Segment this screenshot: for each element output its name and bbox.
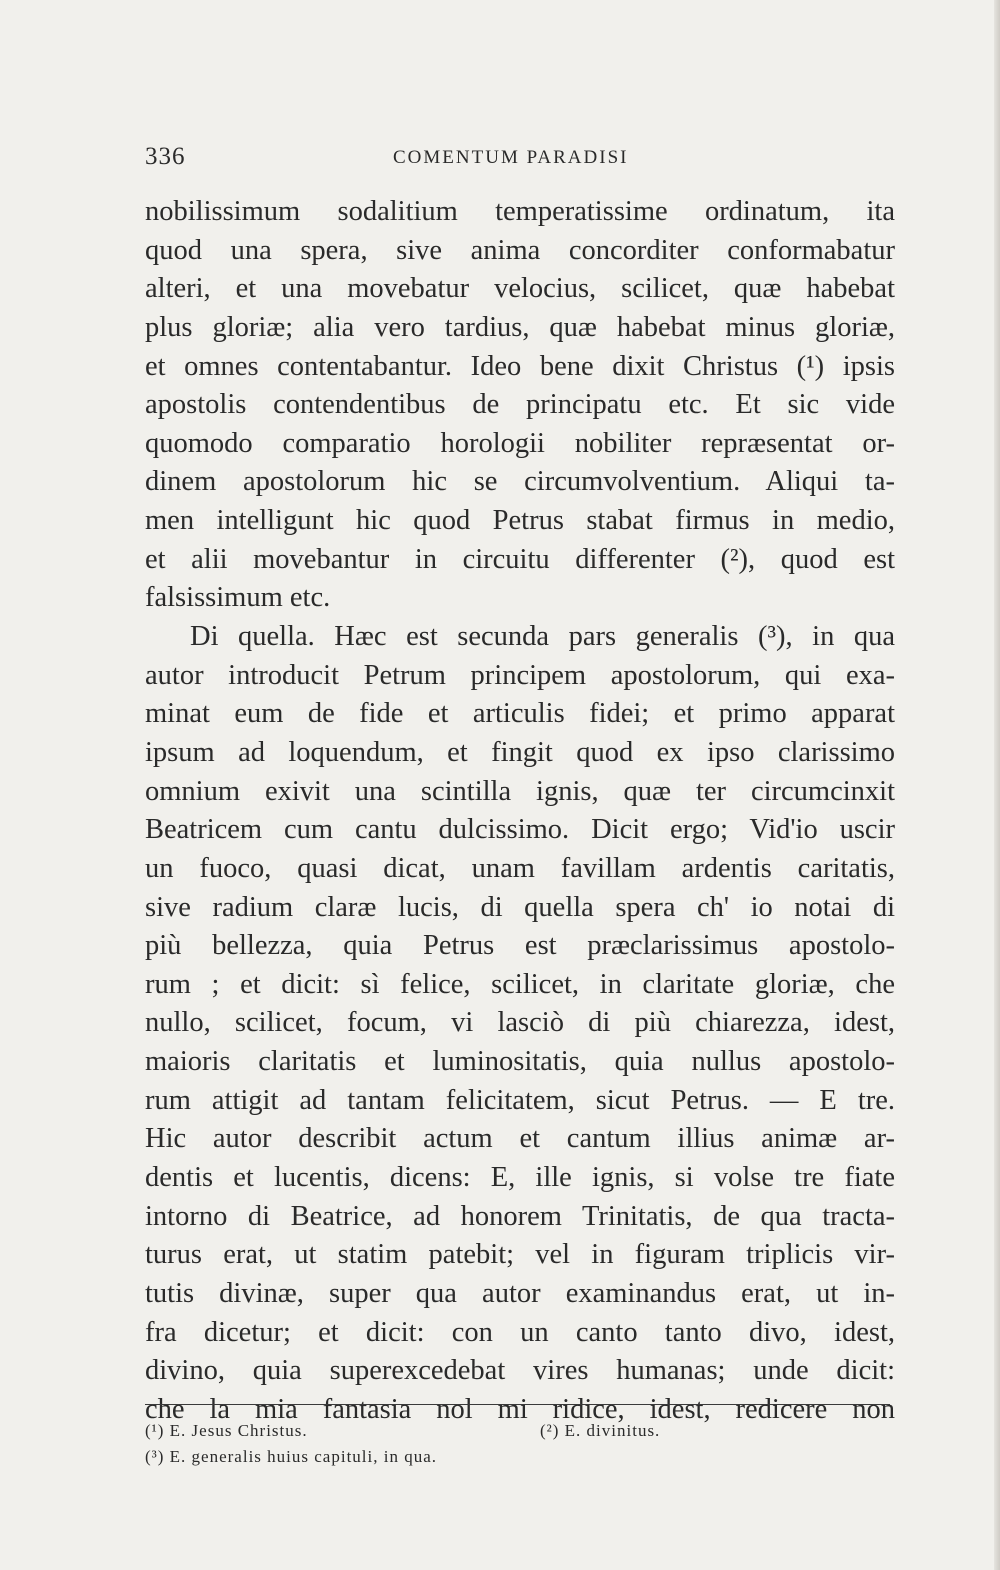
footnote-3: (³) E. generalis huius capituli, in qua. (145, 1447, 438, 1466)
text-line: nobilissimum sodalitium temperatissime ordinatum, ita (145, 196, 895, 227)
text-line: Di quella. Hæc est secunda pars generalis (³), in qua (190, 621, 895, 653)
text-line: plus gloriæ; alia vero tardius, quæ habebat minus gloriæ, (145, 311, 895, 343)
text-line: apostolis contendentibus de principatu etc. Et sic vide (145, 389, 895, 421)
footnote-2: (²) E. divinitus. (540, 1421, 661, 1440)
text-line: et alii movebantur in circuitu differenter (²), quod est (145, 543, 895, 575)
text-line: che la mia fantasia nol mi ridice, idest, redicere non (145, 1393, 895, 1425)
text-line: Beatricem cum cantu dulcissimo. Dicit ergo; Vid'io uscir (145, 814, 895, 846)
text-line: tutis divinæ, super qua autor examinandus erat, ut in- (145, 1277, 895, 1309)
body-text (145, 193, 895, 1430)
text-line: dinem apostolorum hic se circumvolventium. Aliqui ta- (145, 466, 895, 498)
text-line: sive radium claræ lucis, di quella spera ch' io notai di (145, 891, 895, 923)
text-line: ipsum ad loquendum, et fingit quod ex ipso clarissimo (145, 736, 895, 768)
text-line: rum attigit ad tantam felicitatem, sicut Petrus. — E tre. (145, 1084, 895, 1116)
text-line: autor introducit Petrum principem apostolorum, qui exa- (145, 659, 895, 691)
footnote-1: (¹) E. Jesus Christus. (145, 1421, 308, 1440)
footnote-divider (145, 1404, 890, 1405)
text-line: maioris claritatis et luminositatis, quia nullus apostolo- (145, 1046, 895, 1078)
text-line: fra dicetur; et dicit: con un canto tanto divo, idest, (145, 1316, 895, 1348)
text-line: nullo, scilicet, focum, vi lasciò di più chiarezza, idest, (145, 1007, 895, 1039)
page-edge (994, 0, 1000, 1570)
text-line: minat eum de fide et articulis fidei; et primo apparat (145, 698, 895, 730)
text-line: divino, quia superexcedebat vires humanas; unde dicit: (145, 1355, 895, 1387)
text-line: rum ; et dicit: sì felice, scilicet, in claritate gloriæ, che (145, 968, 895, 1000)
text-line: un fuoco, quasi dicat, unam favillam ardentis caritatis, (145, 852, 895, 884)
text-line: men intelligunt hic quod Petrus stabat firmus in medio, (145, 505, 895, 537)
text-line: Hic autor describit actum et cantum illius animæ ar- (145, 1123, 895, 1155)
text-line: quod una spera, sive anima concorditer conformabatur (145, 234, 895, 266)
page-number: 336 (145, 143, 186, 170)
text-line: turus erat, ut statim patebit; vel in figuram triplicis vir- (145, 1239, 895, 1271)
page-header (145, 143, 895, 179)
text-line: dentis et lucentis, dicens: E, ille ignis, si volse tre fiate (145, 1162, 895, 1194)
running-title: COMENTUM PARADISI (393, 147, 629, 168)
text-line: falsissimum etc. (145, 582, 331, 614)
text-line: intorno di Beatrice, ad honorem Trinitatis, de qua tracta- (145, 1200, 895, 1232)
text-line: omnium exivit una scintilla ignis, quæ ter circumcinxit (145, 775, 895, 807)
text-line: alteri, et una movebatur velocius, scilicet, quæ habebat (145, 273, 895, 305)
text-line: quomodo comparatio horologii nobiliter repræsentat or- (145, 427, 895, 459)
text-line: più bellezza, quia Petrus est præclarissimus apostolo- (145, 930, 895, 962)
text-line: et omnes contentabantur. Ideo bene dixit Christus (¹) ipsis (145, 350, 895, 382)
